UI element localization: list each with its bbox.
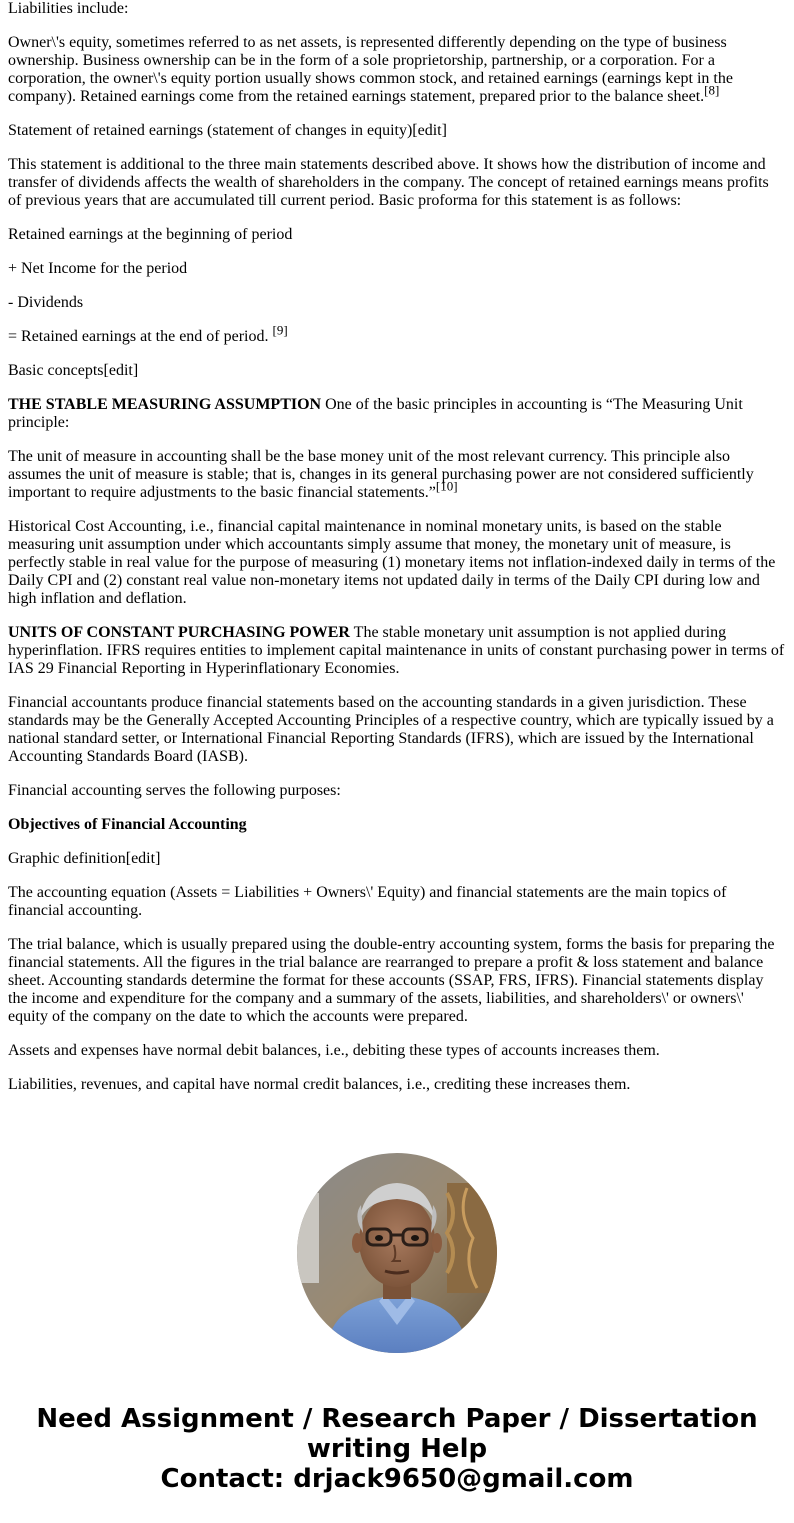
paragraph-stable-measuring xyxy=(8,396,786,432)
article-body xyxy=(8,0,786,1110)
proforma-line-beginning xyxy=(8,226,786,244)
bold-term: THE STABLE MEASURING ASSUMPTION xyxy=(8,396,322,413)
paragraph-text: The trial balance, which is usually prepared using the double-entry accounting system, forms the basis for preparing the financial statements. All the figures in the trial balance are rearranged to prepare a profit & loss statement and balance sheet. Accounting standards determine the format for these accounts (SSAP, FRS, IFRS). Financial statements display the income and expenditure for the company and a summary of the assets, liabilities, and shareholders\' or owners\' equity of the company on the date to which the accounts were prepared. xyxy=(8,936,775,1025)
paragraph-owners-equity xyxy=(8,34,786,106)
heading-text: Statement of retained earnings (statement of changes in equity)[edit] xyxy=(8,122,447,139)
avatar-portrait xyxy=(297,1153,497,1353)
paragraph-text: The accounting equation (Assets = Liabilities + Owners\' Equity) and financial statements are the main topics of financial accounting. xyxy=(8,884,727,919)
paragraph-historical-cost xyxy=(8,518,786,608)
paragraph-debit-balances xyxy=(8,1042,786,1060)
paragraph-financial-accountants xyxy=(8,694,786,766)
proforma-line-end xyxy=(8,322,786,346)
section-heading-graphic-definition xyxy=(8,850,786,868)
paragraph-text: = Retained earnings at the end of period. xyxy=(8,328,273,345)
paragraph-text: - Dividends xyxy=(8,294,84,311)
paragraph-trial-balance xyxy=(8,936,786,1026)
paragraph-text: Owner\'s equity, sometimes referred to as net assets, is represented differently depending on the type of business ownership. Business ownership can be in the form of a sole proprietorship, partnership, or a corporation. For a corporation, the owner\'s equity portion usually shows common stock, and retained earnings (earnings kept in the company). Retained earnings come from the retained earnings statement, prepared prior to the balance sheet. xyxy=(8,34,733,105)
paragraph-unit-of-measure xyxy=(8,448,786,502)
paragraph-text: This statement is additional to the three main statements described above. It shows how the distribution of income and transfer of dividends affects the wealth of shareholders in the company. The concept of retained earnings means profits of previous years that are accumulated till current period. Basic proforma for this statement is as follows: xyxy=(8,156,769,209)
heading-objectives xyxy=(8,816,786,834)
paragraph-constant-purchasing xyxy=(8,624,786,678)
section-heading-retained-earnings xyxy=(8,122,786,140)
paragraph-text: Assets and expenses have normal debit balances, i.e., debiting these types of accounts increases them. xyxy=(8,1042,660,1059)
citation-ref[interactable]: [9] xyxy=(272,322,288,338)
paragraph-text: One of the basic principles in accounting is “The Measuring Unit principle: xyxy=(8,396,743,431)
paragraph-statement-description xyxy=(8,156,786,210)
heading-text: Graphic definition[edit] xyxy=(8,850,161,867)
paragraph-text: The unit of measure in accounting shall be the base money unit of the most relevant currency. This principle also assumes the unit of measure is stable; that is, changes in its general purchasing power are not considered sufficiently important to require adjustments to the basic financial statements.” xyxy=(8,448,754,501)
paragraph-text: Liabilities, revenues, and capital have normal credit balances, i.e., crediting these increases them. xyxy=(8,1076,631,1093)
paragraph-purposes xyxy=(8,782,786,800)
promo-line-2: writing Help xyxy=(306,1434,488,1464)
paragraph-liabilities-include xyxy=(8,0,786,18)
author-avatar xyxy=(297,1153,497,1353)
heading-text: Basic concepts[edit] xyxy=(8,362,139,379)
paragraph-text: + Net Income for the period xyxy=(8,260,188,277)
paragraph-text: The stable monetary unit assumption is not applied during hyperinflation. IFRS requires entities to implement capital maintenance in units of constant purchasing power in terms of IAS 29 Financial Reporting in Hyperinflationary Economies. xyxy=(8,624,785,677)
paragraph-text: Historical Cost Accounting, i.e., financial capital maintenance in nominal monetary units, is based on the stable measuring unit assumption under which accountants simply assume that money, the monetary unit of measure, is perfectly stable in real value for the purpose of measuring (1) monetary items not inflation-indexed daily in terms of the Daily CPI and (2) constant real value non-monetary items not updated daily in terms of the Daily CPI during low and high inflation and deflation. xyxy=(8,518,776,607)
paragraph-text: Financial accounting serves the following purposes: xyxy=(8,782,341,799)
citation-ref[interactable]: [10] xyxy=(435,478,458,494)
promo-contact[interactable]: Contact: drjack9650@gmail.com xyxy=(160,1464,634,1494)
citation-ref[interactable]: [8] xyxy=(704,82,720,98)
paragraph-text: Retained earnings at the beginning of period xyxy=(8,226,293,243)
paragraph-text: Liabilities include: xyxy=(8,0,129,17)
paragraph-text: Financial accountants produce financial statements based on the accounting standards in a given jurisdiction. These standards may be the Generally Accepted Accounting Principles of a respective country, which are typically issued by a national standard setter, or International Financial Reporting Standards (IFRS), which are issued by the International Accounting Standards Board (IASB). xyxy=(8,694,774,765)
promo-line-1: Need Assignment / Research Paper / Dissertation xyxy=(36,1404,758,1434)
bold-term: UNITS OF CONSTANT PURCHASING POWER xyxy=(8,624,350,641)
bold-heading: Objectives of Financial Accounting xyxy=(8,816,247,833)
paragraph-accounting-equation xyxy=(8,884,786,920)
section-heading-basic-concepts xyxy=(8,362,786,380)
paragraph-credit-balances xyxy=(8,1076,786,1094)
proforma-line-net-income xyxy=(8,260,786,278)
promo-banner xyxy=(0,1404,794,1494)
proforma-line-dividends xyxy=(8,294,786,312)
